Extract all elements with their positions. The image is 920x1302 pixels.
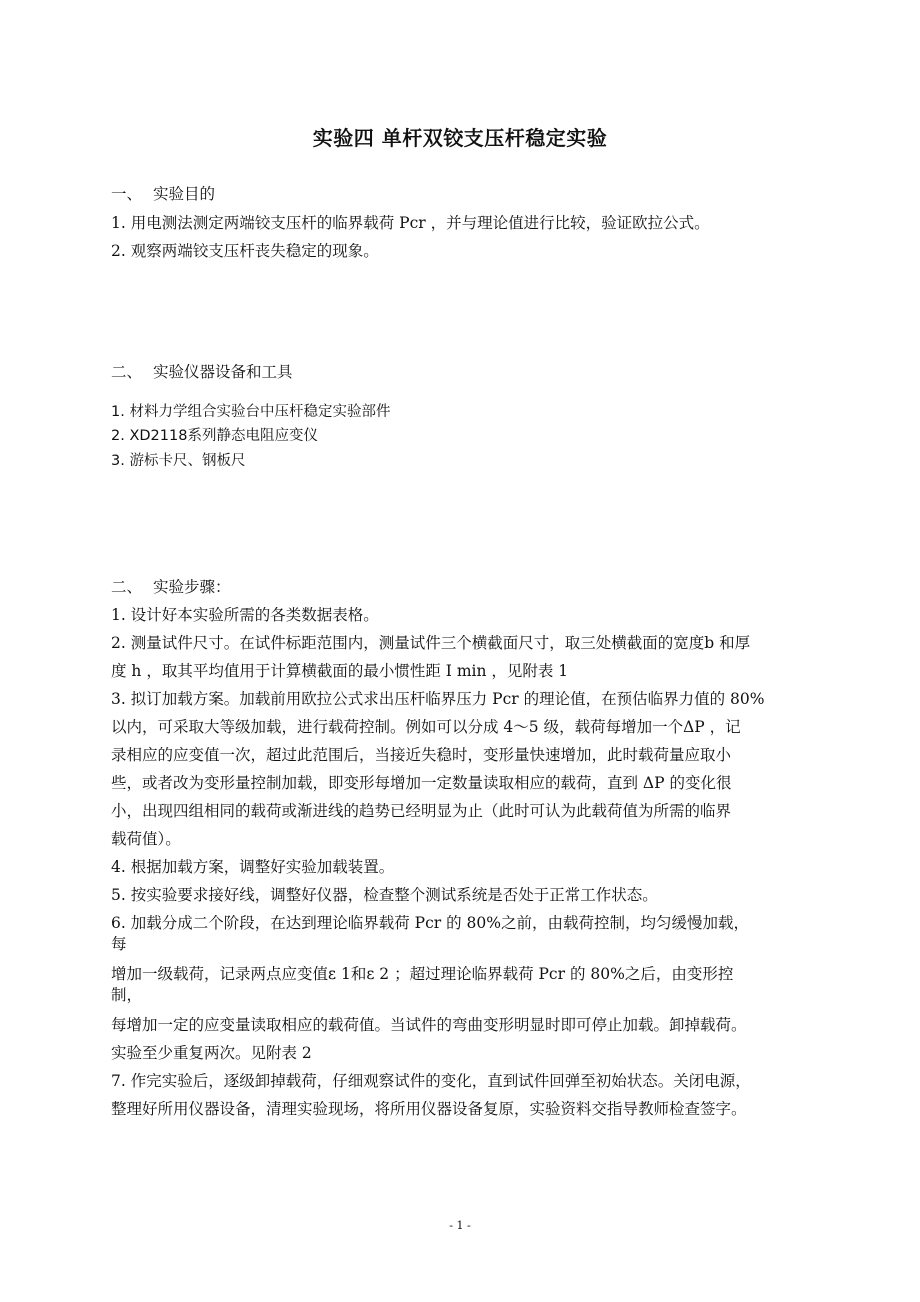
section-number: 二、 bbox=[111, 363, 143, 381]
purpose-item: 1. 用电测法测定两端铰支压杆的临界载荷 Pcr ，并与理论值进行比较，验证欧拉公式。 bbox=[111, 214, 710, 232]
step-line: 3. 拟订加载方案。加载前用欧拉公式求出压杆临界压力 Pcr 的理论值，在预估临界力值的 80% bbox=[111, 690, 765, 708]
step-line: 载荷值）。 bbox=[111, 830, 181, 848]
purpose-item: 2. 观察两端铰支压杆丧失稳定的现象。 bbox=[111, 242, 379, 260]
step-line: 实验至少重复两次。见附表 2 bbox=[111, 1044, 312, 1062]
page-title: 实验四 单杆双铰支压杆稳定实验 bbox=[312, 126, 608, 150]
step-line: 录相应的应变值一次，超过此范围后，当接近失稳时，变形量快速增加，此时载荷量应取小 bbox=[111, 746, 732, 764]
section-heading-purpose bbox=[111, 184, 215, 204]
step-line: 每增加一定的应变量读取相应的载荷值。当试件的弯曲变形明显时即可停止加载。卸掉载荷。 bbox=[111, 1016, 747, 1034]
step-line: 度 h ，取其平均值用于计算横截面的最小惯性距 I min ，见附表 1 bbox=[111, 662, 569, 680]
step-line: 每 bbox=[111, 935, 127, 953]
section-heading-steps bbox=[111, 577, 231, 597]
section-title: 实验仪器设备和工具 bbox=[153, 363, 293, 381]
step-line: 4. 根据加载方案，调整好实验加载装置。 bbox=[111, 858, 395, 876]
step-line: 增加一级载荷，记录两点应变值ε 1和ε 2 ；超过理论临界载荷 Pcr 的 80%之后，由变形控 bbox=[111, 965, 734, 983]
step-line: 制， bbox=[111, 986, 143, 1004]
step-line: 小，出现四组相同的载荷或渐进线的趋势已经明显为止（此时可认为此载荷值为所需的临界 bbox=[111, 802, 732, 820]
equipment-item: 2. XD2118系列静态电阻应变仪 bbox=[111, 428, 318, 444]
step-line: 6. 加载分成二个阶段，在达到理论临界载荷 Pcr 的 80%之前，由载荷控制，均匀缓慢加载， bbox=[111, 914, 749, 932]
step-line: 5. 按实验要求接好线，调整好仪器，检查整个测试系统是否处于正常工作状态。 bbox=[111, 886, 658, 904]
equipment-item: 1. 材料力学组合实验台中压杆稳定实验部件 bbox=[111, 404, 391, 420]
section-title: 实验目的 bbox=[153, 185, 216, 203]
page-number: - 1 - bbox=[449, 1219, 471, 1232]
equipment-item: 3. 游标卡尺、钢板尺 bbox=[111, 453, 246, 469]
step-line: 2. 测量试件尺寸。在试件标距范围内，测量试件三个横截面尺寸，取三处横截面的宽度b 和厚 bbox=[111, 634, 751, 652]
step-line: 整理好所用仪器设备，清理实验现场，将所用仪器设备复原，实验资料交指导教师检查签字。 bbox=[111, 1100, 747, 1118]
step-line: 1. 设计好本实验所需的各类数据表格。 bbox=[111, 606, 379, 624]
section-number: 一、 bbox=[111, 185, 143, 203]
section-title: 实验步骤： bbox=[153, 578, 231, 596]
section-heading-equipment bbox=[111, 362, 293, 382]
step-line: 7. 作完实验后，逐级卸掉载荷，仔细观察试件的变化，直到试件回弹至初始状态。关闭电源， bbox=[111, 1072, 751, 1090]
step-line: 些，或者改为变形量控制加载，即变形每增加一定数量读取相应的载荷，直到 ΔP 的变化很 bbox=[111, 774, 732, 792]
step-line: 以内，可采取大等级加载，进行载荷控制。例如可以分成 4～5 级，载荷每增加一个ΔP ，记 bbox=[111, 718, 741, 736]
section-number: 二、 bbox=[111, 578, 143, 596]
